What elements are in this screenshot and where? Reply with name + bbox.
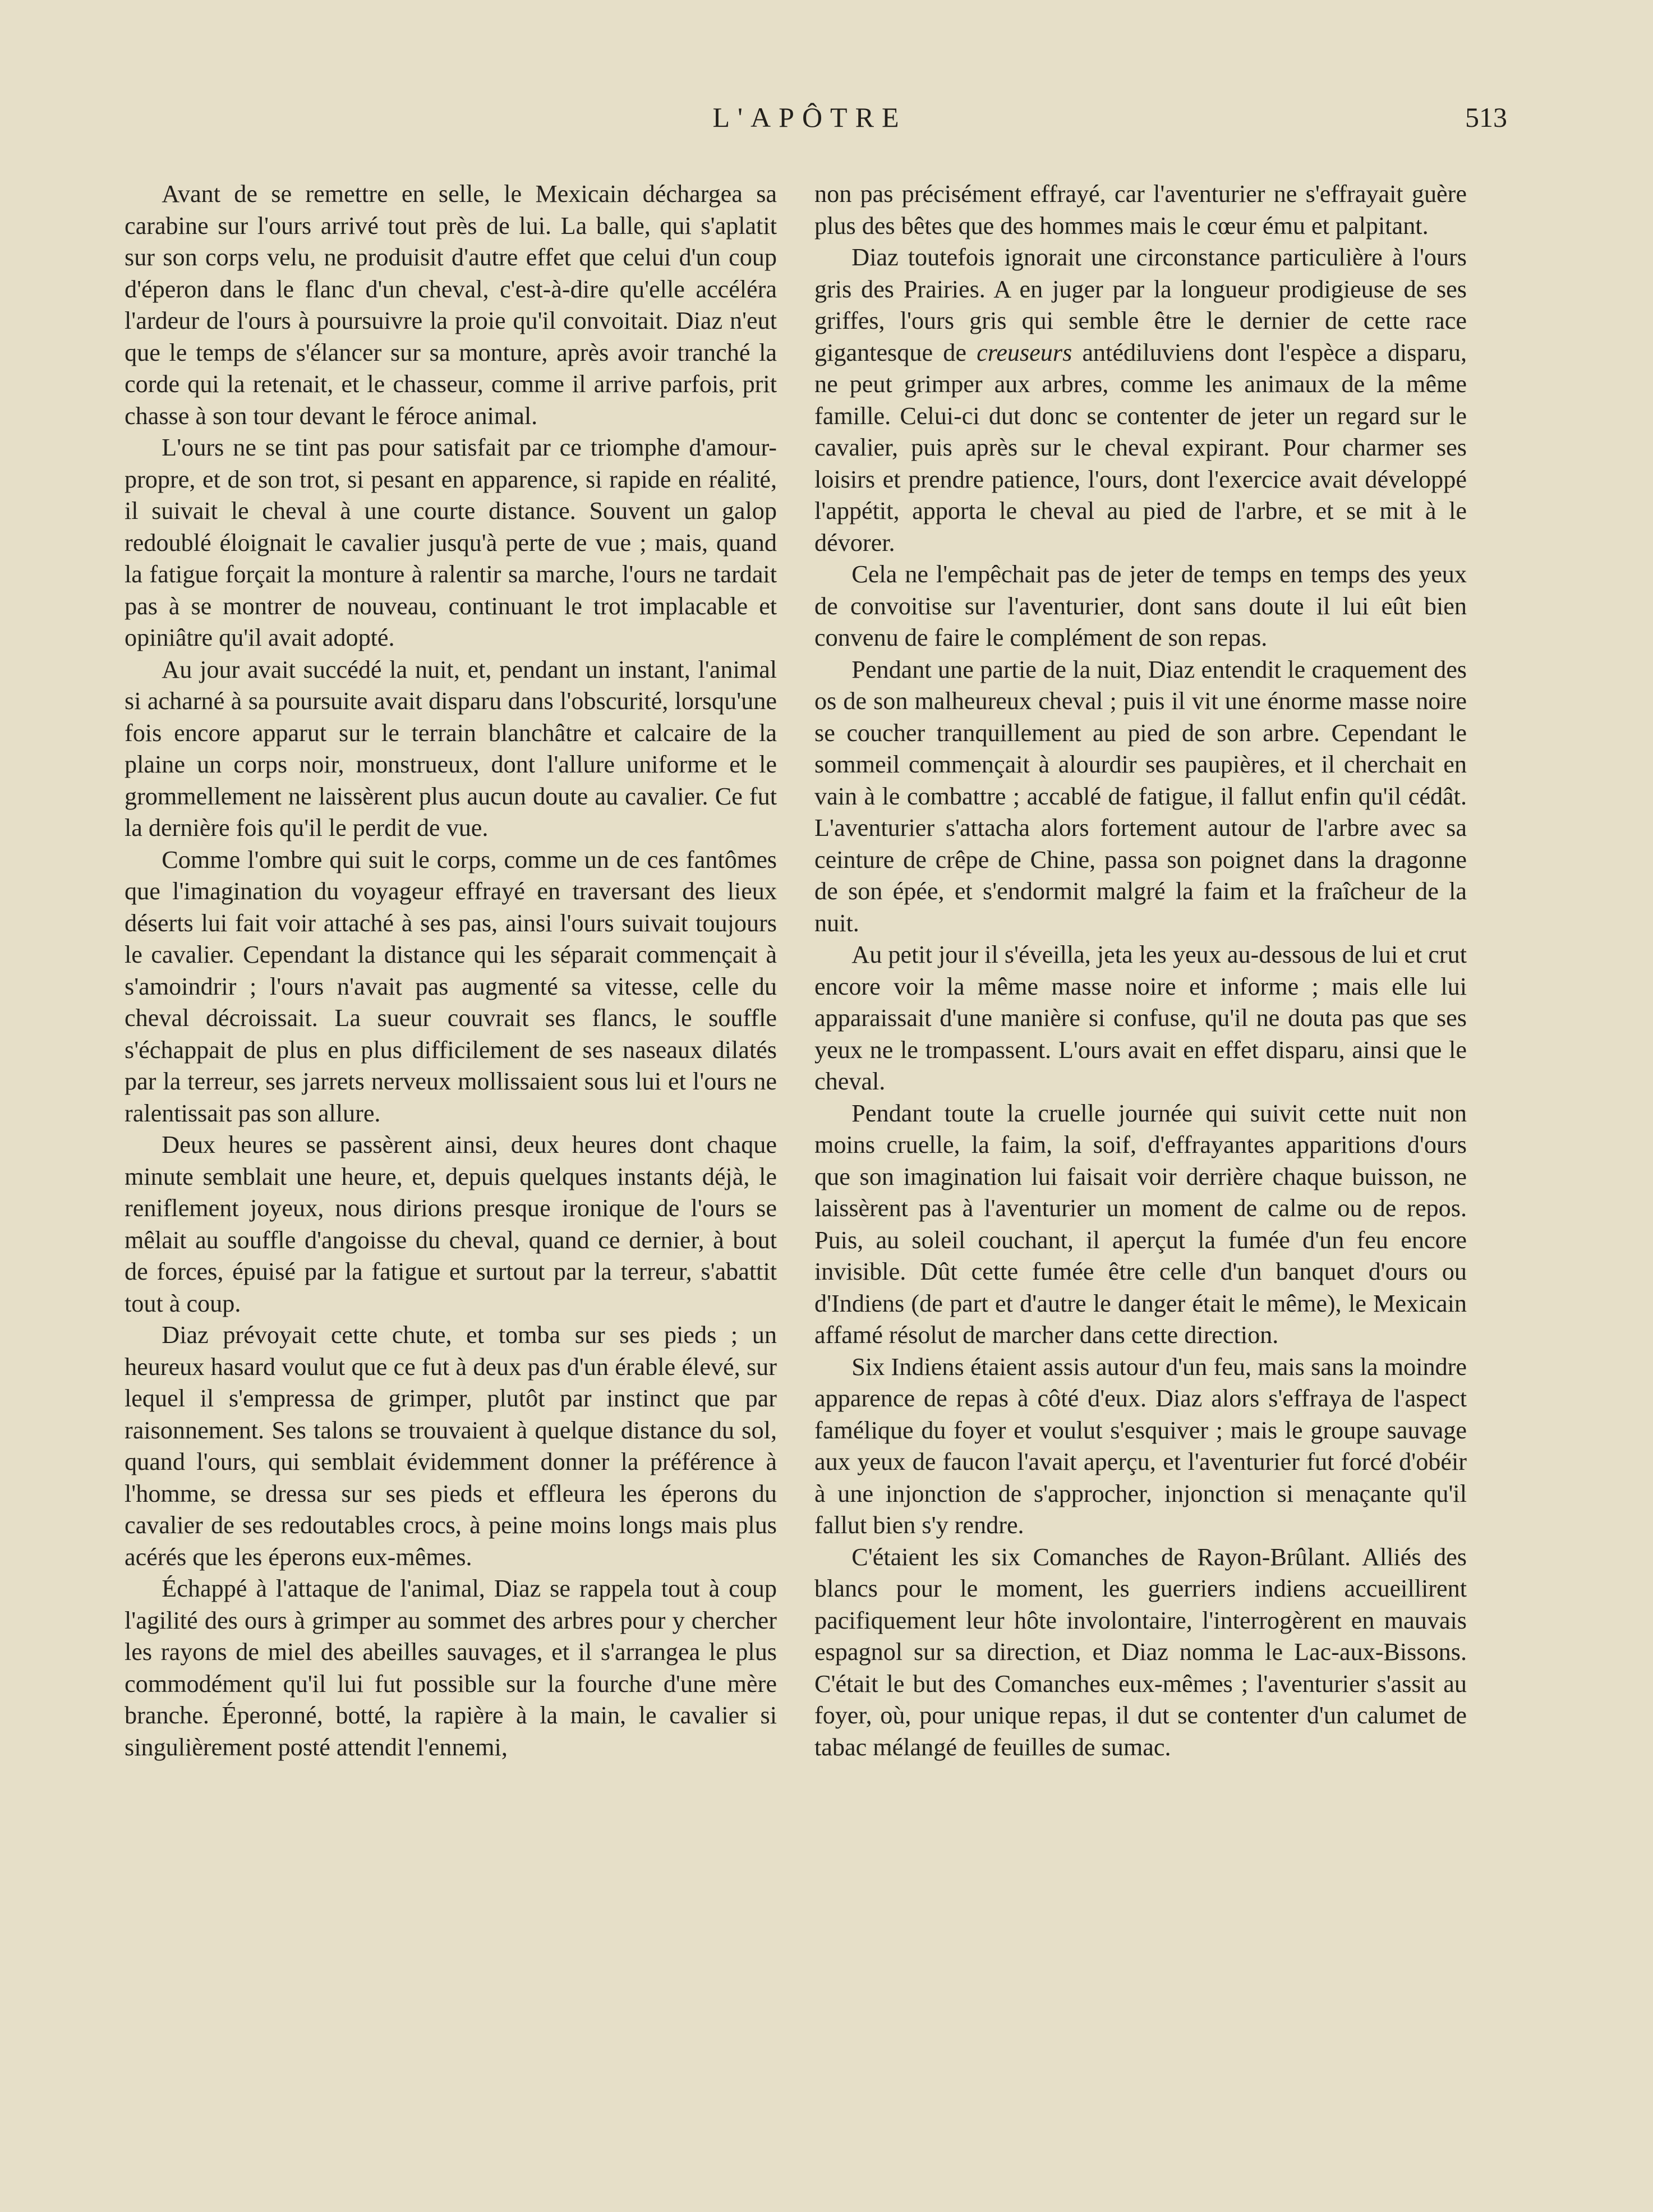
right-column [814,178,1467,1763]
paragraph: Deux heures se passèrent ainsi, deux heures dont chaque minute semblait une heure, et, depuis quelques instants déjà, le reniflement joyeux, nous dirions presque ironique de l'ours se mêlait au souffle d'angoisse du cheval, quand ce dernier, à bout de forces, épuisé par la fatigue et surtout par la terreur, s'abattit tout à coup. [125,1131,777,1317]
page-header [112,101,1507,146]
paragraph: Comme l'ombre qui suit le corps, comme un de ces fantômes que l'imagination du voyageur effrayé en traversant des lieux déserts lui fait voir attaché à ses pas, ainsi l'ours suivait toujours le cavalier. Cependant la distance qui les séparait commençait à s'amoindrir ; l'ours n'avait pas augmenté sa vitesse, celle du cheval décroissait. La sueur couvrait ses flancs, le souffle s'échappait de plus en plus difficilement de ses naseaux dilatés par la terreur, ses jarrets nerveux mollissaient sous lui et l'ours ne ralentissait pas son allure. [125,845,777,1127]
page-number: 513 [1465,102,1507,133]
paragraph: C'étaient les six Comanches de Rayon-Brûlant. Alliés des blancs pour le moment, les guerriers indiens accueillirent pacifiquement leur hôte involontaire, l'interrogèrent en mauvais espagnol sur sa direction, et Diaz nomma le Lac-aux-Bissons. C'était le but des Comanches eux-mêmes ; l'aventurier s'assit au foyer, où, pour unique repas, il dut se contenter d'un calumet de tabac mélangé de feuilles de sumac. [814,1543,1467,1761]
left-column [125,178,777,1763]
paragraph: Au petit jour il s'éveilla, jeta les yeux au-dessous de lui et crut encore voir la même masse noire et informe ; mais elle lui apparaissait d'une manière si confuse, qu'il ne douta pas que ses yeux ne le trompassent. L'ours avait en effet disparu, ainsi que le cheval. [814,941,1467,1095]
paragraph: Échappé à l'attaque de l'animal, Diaz se rappela tout à coup l'agilité des ours à grimper au sommet des arbres pour y chercher les rayons de miel des abeilles sauvages, et il s'arrangea le plus commodément qu'il lui fut possible sur la fourche d'une mère branche. Éperonné, botté, la rapière à la main, le cavalier si singulièrement posté attendit l'ennemi, [125,1575,777,1761]
paragraph: Six Indiens étaient assis autour d'un feu, mais sans la moindre apparence de repas à côté d'eux. Diaz alors s'effraya de l'aspect famélique du foyer et voulut s'esquiver ; mais le groupe sauvage aux yeux de faucon l'avait aperçu, et l'aventurier fut forcé d'obéir à une injonction de s'approcher, injonction si menaçante qu'il fallut bien s'y rendre. [814,1353,1467,1539]
paragraph: Avant de se remettre en selle, le Mexicain déchargea sa carabine sur l'ours arrivé tout près de lui. La balle, qui s'aplatit sur son corps velu, ne produisit d'autre effet que celui d'un coup d'éperon dans le flanc d'un cheval, c'est-à-dire qu'elle accéléra l'ardeur de l'ours à poursuivre la proie qu'il convoitait. Diaz n'eut que le temps de s'élancer sur sa monture, après avoir tranché la corde qui la retenait, et le chasseur, comme il arrive parfois, prit chasse à son tour devant le féroce animal. [125,180,777,430]
paragraph [814,242,1467,559]
paragraph-text: Diaz toutefois ignorait une circonstance particulière à l'ours gris des Prairies. A en juger par la longueur prodigieuse de ses griffes, l'ours gris qui semble être le dernier de cette race gigantesque de [814,243,1467,366]
paragraph: Pendant une partie de la nuit, Diaz entendit le craquement des os de son malheureux cheval ; puis il vit une énorme masse noire se coucher tranquillement au pied de son arbre. Cependant le sommeil commençait à alourdir ses paupières, et il cherchait en vain à le combattre ; accablé de fatigue, il fallut enfin qu'il cédât. L'aventurier s'attacha alors fortement autour de l'arbre avec sa ceinture de crêpe de Chine, passa son poignet dans la dragonne de son épée, et s'endormit malgré la faim et la fraîcheur de la nuit. [814,655,1467,937]
paragraph-continuation: non pas précisément effrayé, car l'aventurier ne s'effrayait guère plus des bêtes que des hommes mais le cœur ému et palpitant. [814,180,1467,240]
paragraph: Au jour avait succédé la nuit, et, pendant un instant, l'animal si acharné à sa poursuite avait disparu dans l'obscurité, lorsqu'une fois encore apparut sur le terrain blanchâtre et calcaire de la plaine un corps noir, monstrueux, dont l'allure uniforme et le grommellement ne laissèrent plus aucun doute au cavalier. Ce fut la dernière fois qu'il le perdit de vue. [125,655,777,841]
italic-term: creuseurs [977,338,1072,366]
paragraph: Pendant toute la cruelle journée qui suivit cette nuit non moins cruelle, la faim, la soif, d'effrayantes apparitions d'ours que son imagination lui faisait voir derrière chaque buisson, ne laissèrent pas à l'aventurier un moment de calme ou de repos. Puis, au soleil couchant, il aperçut la fumée d'un feu encore invisible. Dût cette fumée être celle d'un banquet d'ours ou d'Indiens (de part et d'autre le danger était le même), le Mexicain affamé résolut de marcher dans cette direction. [814,1099,1467,1349]
paragraph-text: antédiluviens dont l'espèce a disparu, ne peut grimper aux arbres, comme les animaux de la même famille. Celui-ci dut donc se contenter de jeter un regard sur le cavalier, puis après sur le cheval expirant. Pour charmer ses loisirs et prendre patience, l'ours, dont l'exercice avait développé l'appétit, apporta le cheval au pied de l'arbre, et se mit à le dévorer. [814,338,1467,557]
running-title: L'APÔTRE [712,102,907,133]
paragraph: Cela ne l'empêchait pas de jeter de temps en temps des yeux de convoitise sur l'aventurier, dont sans doute il lui eût bien convenu de faire le complément de son repas. [814,560,1467,651]
paragraph: L'ours ne se tint pas pour satisfait par ce triomphe d'amour-propre, et de son trot, si pesant en apparence, si rapide en réalité, il suivait le cheval à une courte distance. Souvent un galop redoublé éloignait le cavalier jusqu'à perte de vue ; mais, quand la fatigue forçait la monture à ralentir sa marche, l'ours ne tardait pas à se montrer de nouveau, continuant le trot implacable et opiniâtre qu'il avait adopté. [125,434,777,651]
paragraph: Diaz prévoyait cette chute, et tomba sur ses pieds ; un heureux hasard voulut que ce fut à deux pas d'un érable élevé, sur lequel il s'empressa de grimper, plutôt par instinct que par raisonnement. Ses talons se trouvaient à quelque distance du sol, quand l'ours, qui semblait évidemment donner la préférence à l'homme, se dressa sur ses pieds et effleura les éperons du cavalier de ses redoutables crocs, à peine moins longs mais plus acérés que les éperons eux-mêmes. [125,1321,777,1571]
